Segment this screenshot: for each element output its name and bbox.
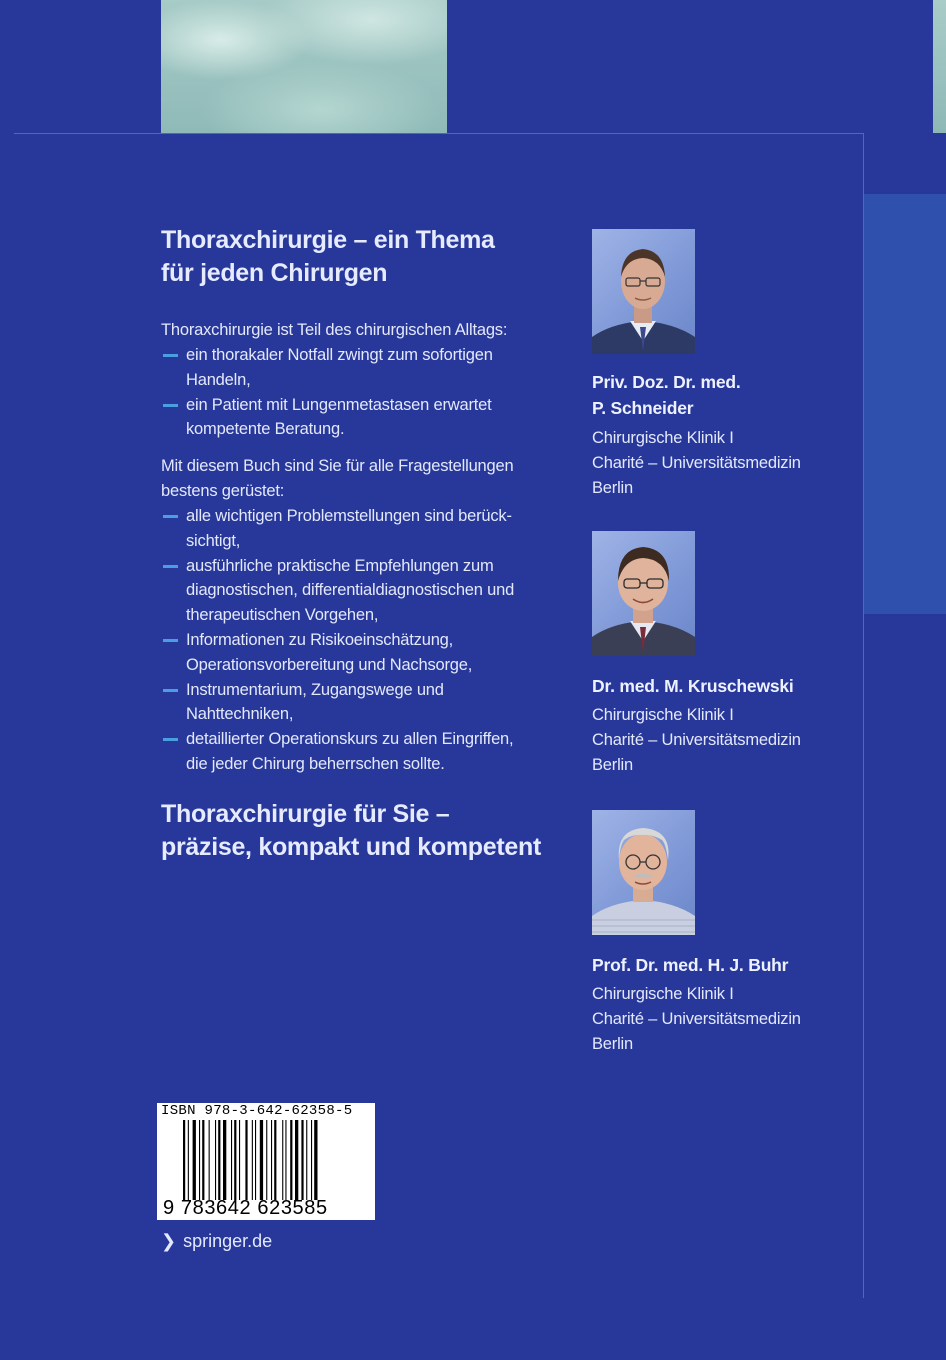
bottom-heading-line2: präzise, kompakt und kompetent bbox=[161, 833, 541, 861]
author-affiliation-kruschewski: Chirurgische Klinik I Charité – Universitätsmedizin Berlin bbox=[592, 706, 801, 774]
isbn-label: ISBN 978-3-642-62358-5 bbox=[161, 1103, 353, 1119]
bullet-dash-icon bbox=[163, 404, 178, 407]
author-name-buhr: Prof. Dr. med. H. J. Buhr bbox=[592, 955, 789, 975]
author-photo-kruschewski bbox=[592, 531, 695, 656]
bullet-dash-icon bbox=[163, 689, 178, 692]
author-name-schneider: Priv. Doz. Dr. med. P. Schneider bbox=[592, 372, 741, 418]
springer-link-text: springer.de bbox=[183, 1231, 273, 1251]
list-item: detaillierter Operationskurs zu allen Eingriffen, die jeder Chirurg beherrschen sollte. bbox=[161, 727, 551, 777]
bullet-dash-icon bbox=[163, 565, 178, 568]
bottom-heading bbox=[161, 798, 541, 864]
list-item: Informationen zu Risikoeinschätzung, Operationsvorbereitung und Nachsorge, bbox=[161, 628, 551, 678]
intro-text: Thoraxchirurgie ist Teil des chirurgischen Alltags: bbox=[161, 321, 508, 339]
list-item: ausführliche praktische Empfehlungen zum diagnostischen, differentialdiagnostischen und therapeutischen Vorgehen, bbox=[161, 554, 551, 628]
top-heading-line1: Thoraxchirurgie – ein Thema bbox=[161, 226, 495, 254]
side-band bbox=[864, 194, 946, 614]
author-photo-buhr bbox=[592, 810, 695, 935]
list-item: ein Patient mit Lungenmetastasen erwartet kompetente Beratung. bbox=[161, 393, 551, 443]
top-heading bbox=[161, 224, 495, 290]
bullet-dash-icon bbox=[163, 515, 178, 518]
bottom-heading-line1: Thoraxchirurgie für Sie – bbox=[161, 800, 450, 828]
author-affiliation-buhr: Chirurgische Klinik I Charité – Universitätsmedizin Berlin bbox=[592, 985, 801, 1053]
bullet-dash-icon bbox=[163, 354, 178, 357]
portrait-icon bbox=[592, 810, 695, 935]
intro-bullet-list bbox=[161, 343, 551, 442]
author-name-kruschewski: Dr. med. M. Kruschewski bbox=[592, 676, 794, 696]
bullet-dash-icon bbox=[163, 738, 178, 741]
cover-image-strip bbox=[161, 0, 447, 133]
barcode-bars-icon bbox=[183, 1120, 353, 1200]
frame-line-top bbox=[14, 133, 864, 134]
features-text: Mit diesem Buch sind Sie für alle Fragestellungen bestens gerüstet: bbox=[161, 457, 514, 500]
author-affiliation-schneider: Chirurgische Klinik I Charité – Universitätsmedizin Berlin bbox=[592, 429, 801, 497]
list-item: Instrumentarium, Zugangswege und Nahttechniken, bbox=[161, 678, 551, 728]
top-heading-line2: für jeden Chirurgen bbox=[161, 259, 388, 287]
bullet-dash-icon bbox=[163, 639, 178, 642]
ean-digits: 9 783642 623585 bbox=[163, 1197, 328, 1219]
springer-link[interactable] bbox=[161, 1229, 272, 1253]
list-item: alle wichtigen Problemstellungen sind berück- sichtigt, bbox=[161, 504, 551, 554]
portrait-icon bbox=[592, 531, 695, 656]
isbn-barcode bbox=[157, 1103, 375, 1220]
list-item: ein thorakaler Notfall zwingt zum sofortigen Handeln, bbox=[161, 343, 551, 393]
features-bullet-list bbox=[161, 504, 551, 777]
cover-image-edge bbox=[933, 0, 946, 133]
chevron-right-icon: ❯ bbox=[161, 1231, 177, 1251]
portrait-icon bbox=[592, 229, 695, 354]
author-photo-schneider bbox=[592, 229, 695, 354]
